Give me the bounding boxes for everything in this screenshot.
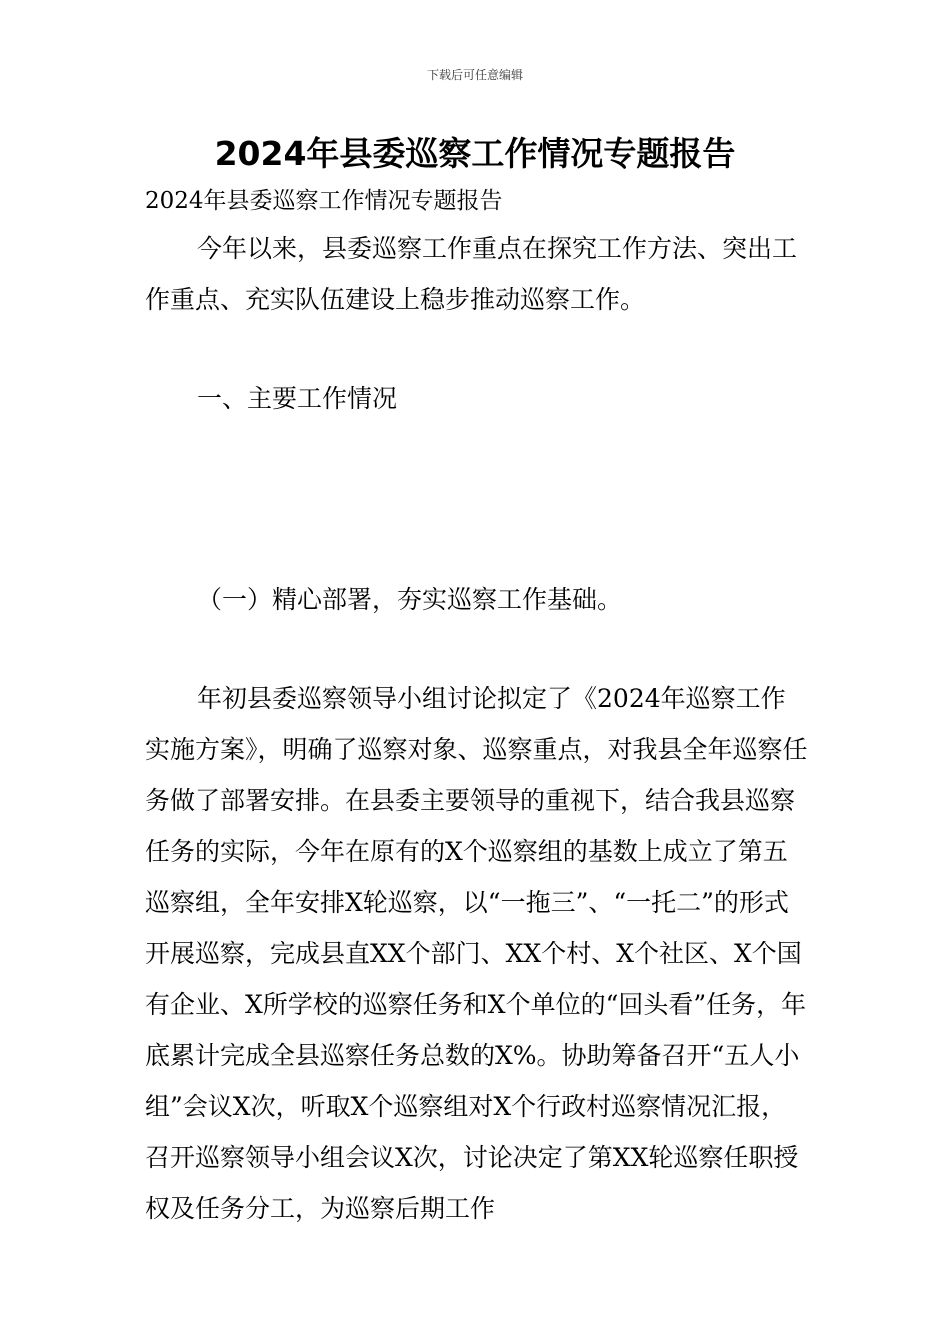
document-subtitle: 2024年县委巡察工作情况专题报告 xyxy=(145,188,503,214)
intro-paragraph: 今年以来，县委巡察工作重点在探究工作方法、突出工作重点、充实队伍建设上稳步推动巡察工作。 xyxy=(145,234,798,314)
subsection-heading: （一）精心部署，夯实巡察工作基础。 xyxy=(197,585,623,614)
section-heading: 一、主要工作情况 xyxy=(197,384,398,413)
header-note: 下载后可任意编辑 xyxy=(426,68,523,82)
body-paragraph: 年初县委巡察领导小组讨论拟定了《2024年巡察工作实施方案》，明确了巡察对象、巡察重点，对我县全年巡察任务做了部署安排。在县委主要领导的重视下，结合我县巡察任务的实际，今年在原有的X个巡察组的基数上成立了第五巡察组，全年安排X轮巡察，以“一拖三”、“一托二”的形式开展巡察，完成县直XX个部门、XX个村、X个社区、X个国有企业、X所学校的巡察任务和X个单位的“回头看”任务，年底累计完成全县巡察任务总数的X%。协助筹备召开“五人小组”会议X次，听取X个巡察组对X个行政村巡察情况汇报，召开巡察领导小组会议X次，讨论决定了第XX轮巡察任职授权及任务分工，为巡察后期工作 xyxy=(145,684,808,1223)
document-title: 2024年县委巡察工作情况专题报告 xyxy=(214,134,736,173)
